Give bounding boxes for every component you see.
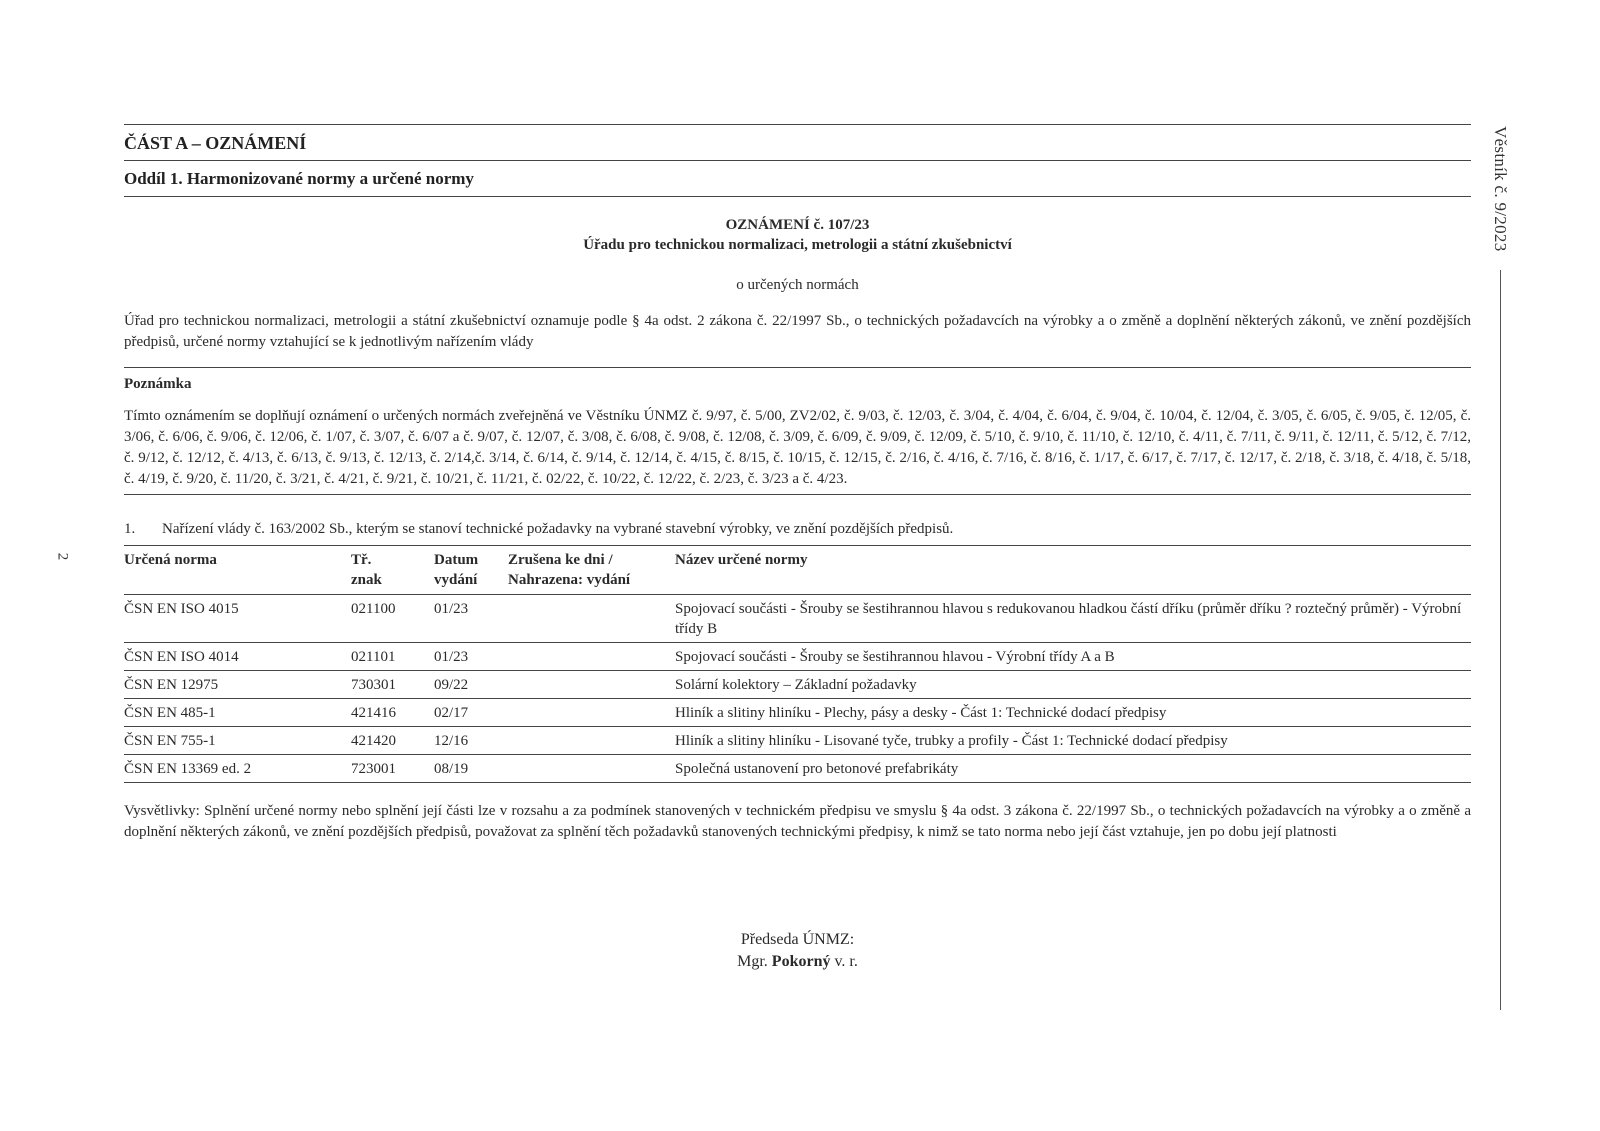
cell-code: 021101 <box>351 643 434 671</box>
header-date: Datum vydání <box>434 546 508 595</box>
cell-norm: ČSN EN 755-1 <box>124 727 351 755</box>
page-number: 2 <box>54 552 71 561</box>
cell-name: Spojovací součásti - Šrouby se šestihrannou hlavou s redukovanou hladkou částí dříku (průměr dříku ? roztečný průměr) - Výrobní třídy B <box>675 595 1471 643</box>
table-row <box>124 755 1471 783</box>
cell-name: Spojovací součásti - Šrouby se šestihrannou hlavou - Výrobní třídy A a B <box>675 643 1471 671</box>
cell-norm: ČSN EN 13369 ed. 2 <box>124 755 351 783</box>
announcement-number: OZNÁMENÍ č. 107/23 <box>725 217 870 233</box>
side-header: Věstník č. 9/2023 <box>1491 126 1510 252</box>
announcement-issuer: Úřadu pro technickou normalizaci, metrologii a státní zkušebnictví <box>583 237 1012 253</box>
cell-code: 730301 <box>351 671 434 699</box>
note-block <box>124 367 1471 495</box>
table-row <box>124 595 1471 643</box>
cell-code: 421416 <box>351 699 434 727</box>
header-cancelled: Zrušena ke dni / Nahrazena: vydání <box>508 546 675 595</box>
cell-cancelled <box>508 595 675 643</box>
header-norm: Určená norma <box>124 546 351 595</box>
cell-norm: ČSN EN 485-1 <box>124 699 351 727</box>
regulation-number: 1. <box>124 521 136 537</box>
cell-date: 01/23 <box>434 595 508 643</box>
cell-cancelled <box>508 643 675 671</box>
signature-role: Předseda ÚNMZ: <box>740 931 855 948</box>
note-title: Poznámka <box>124 376 192 392</box>
cell-date: 08/19 <box>434 755 508 783</box>
signature-line <box>124 951 1471 973</box>
cell-norm: ČSN EN ISO 4015 <box>124 595 351 643</box>
cell-name: Hliník a slitiny hliníku - Plechy, pásy a desky - Část 1: Technické dodací předpisy <box>675 699 1471 727</box>
table-row <box>124 727 1471 755</box>
announcement-subject: o určených normách <box>736 277 859 293</box>
signature-suffix: v. r. <box>834 953 858 970</box>
cell-date: 02/17 <box>434 699 508 727</box>
cell-cancelled <box>508 727 675 755</box>
announcement-heading <box>124 215 1471 295</box>
section-title: ČÁST A – OZNÁMENÍ <box>124 133 307 153</box>
cell-norm: ČSN EN ISO 4014 <box>124 643 351 671</box>
cell-date: 12/16 <box>434 727 508 755</box>
cell-code: 723001 <box>351 755 434 783</box>
subsection-title: Oddíl 1. Harmonizované normy a určené normy <box>124 169 474 188</box>
table-row <box>124 671 1471 699</box>
cell-name: Solární kolektory – Základní požadavky <box>675 671 1471 699</box>
table-row <box>124 643 1471 671</box>
cell-name: Společná ustanovení pro betonové prefabrikáty <box>675 755 1471 783</box>
cell-name: Hliník a slitiny hliníku - Lisované tyče, trubky a profily - Část 1: Technické dodací předpisy <box>675 727 1471 755</box>
signature-title: Mgr. <box>737 953 768 970</box>
subsection-rule <box>124 196 1471 197</box>
cell-cancelled <box>508 671 675 699</box>
cell-code: 421420 <box>351 727 434 755</box>
cell-code: 021100 <box>351 595 434 643</box>
table-header-row <box>124 546 1471 595</box>
note-text: Tímto oznámením se doplňují oznámení o určených normách zveřejněná ve Věstníku ÚNMZ č. 9/97, č. 5/00, ZV2/02, č. 9/03, č. 12/03, č. 3/04, č. 4/04, č. 6/04, č. 9/04, č. 10/04, č. 12/04, č. 3/05, č. 6/05, č. 9/05, č. 12/05, č. 3/06, č. 6/06, č. 9/06, č. 12/06, č. 1/07, č. 3/07, č. 6/07 a č. 9/07, č. 12/07, č. 3/08, č. 6/08, č. 9/08, č. 12/08, č. 3/09, č. 6/09, č. 9/09, č. 12/09, č. 5/10, č. 9/10, č. 11/10, č. 12/10, č. 4/11, č. 7/11, č. 9/11, č. 12/11, č. 5/12, č. 7/12, č. 9/12, č. 12/12, č. 4/13, č. 6/13, č. 9/13, č. 12/13, č. 2/14,č. 3/14, č. 6/14, č. 9/14, č. 12/14, č. 4/15, č. 8/15, č. 10/15, č. 12/15, č. 2/16, č. 4/16, č. 7/16, č. 8/16, č. 1/17, č. 6/17, č. 7/17, č. 12/17, č. 2/18, č. 3/18, č. 4/18, č. 5/18, č. 4/19, č. 9/20, č. 11/20, č. 3/21, č. 4/21, č. 9/21, č. 10/21, č. 11/21, č. 02/22, č. 10/22, č. 12/22, č. 2/23, č. 3/23 a č. 4/23. <box>124 406 1471 495</box>
header-name: Název určené normy <box>675 546 1471 595</box>
header-code: Tř. znak <box>351 546 434 595</box>
cell-cancelled <box>508 755 675 783</box>
explanation-paragraph: Vysvětlivky: Splnění určené normy nebo splnění její části lze v rozsahu a za podmínek stanovených v technickém předpisu ve smyslu § 4a odst. 3 zákona č. 22/1997 Sb., o technických požadavcích na výrobky a o změně a doplnění některých zákonů, ve znění pozdějších předpisů, považovat za splnění těch požadavků stanovených technickými předpisy, k nimž se tato norma nebo její část vztahuje, jen po dobu její platnosti <box>124 803 1471 840</box>
document-content <box>124 124 1471 973</box>
cell-date: 01/23 <box>434 643 508 671</box>
norms-table <box>124 545 1471 783</box>
cell-cancelled <box>508 699 675 727</box>
table-row <box>124 699 1471 727</box>
signature-block <box>124 929 1471 973</box>
side-rule <box>1500 270 1501 1010</box>
cell-norm: ČSN EN 12975 <box>124 671 351 699</box>
regulation-item <box>124 519 1471 539</box>
intro-paragraph: Úřad pro technickou normalizaci, metrologii a státní zkušebnictví oznamuje podle § 4a odst. 2 zákona č. 22/1997 Sb., o technických požadavcích na výrobky a o změně a doplnění některých zákonů, ve znění pozdějších předpisů, určené normy vztahující se k jednotlivým nařízením vlády <box>124 313 1471 350</box>
signature-name: Pokorný <box>771 953 831 970</box>
regulation-text: Nařízení vlády č. 163/2002 Sb., kterým se stanoví technické požadavky na vybrané stavební výrobky, ve znění pozdějších předpisů. <box>162 521 954 537</box>
cell-date: 09/22 <box>434 671 508 699</box>
